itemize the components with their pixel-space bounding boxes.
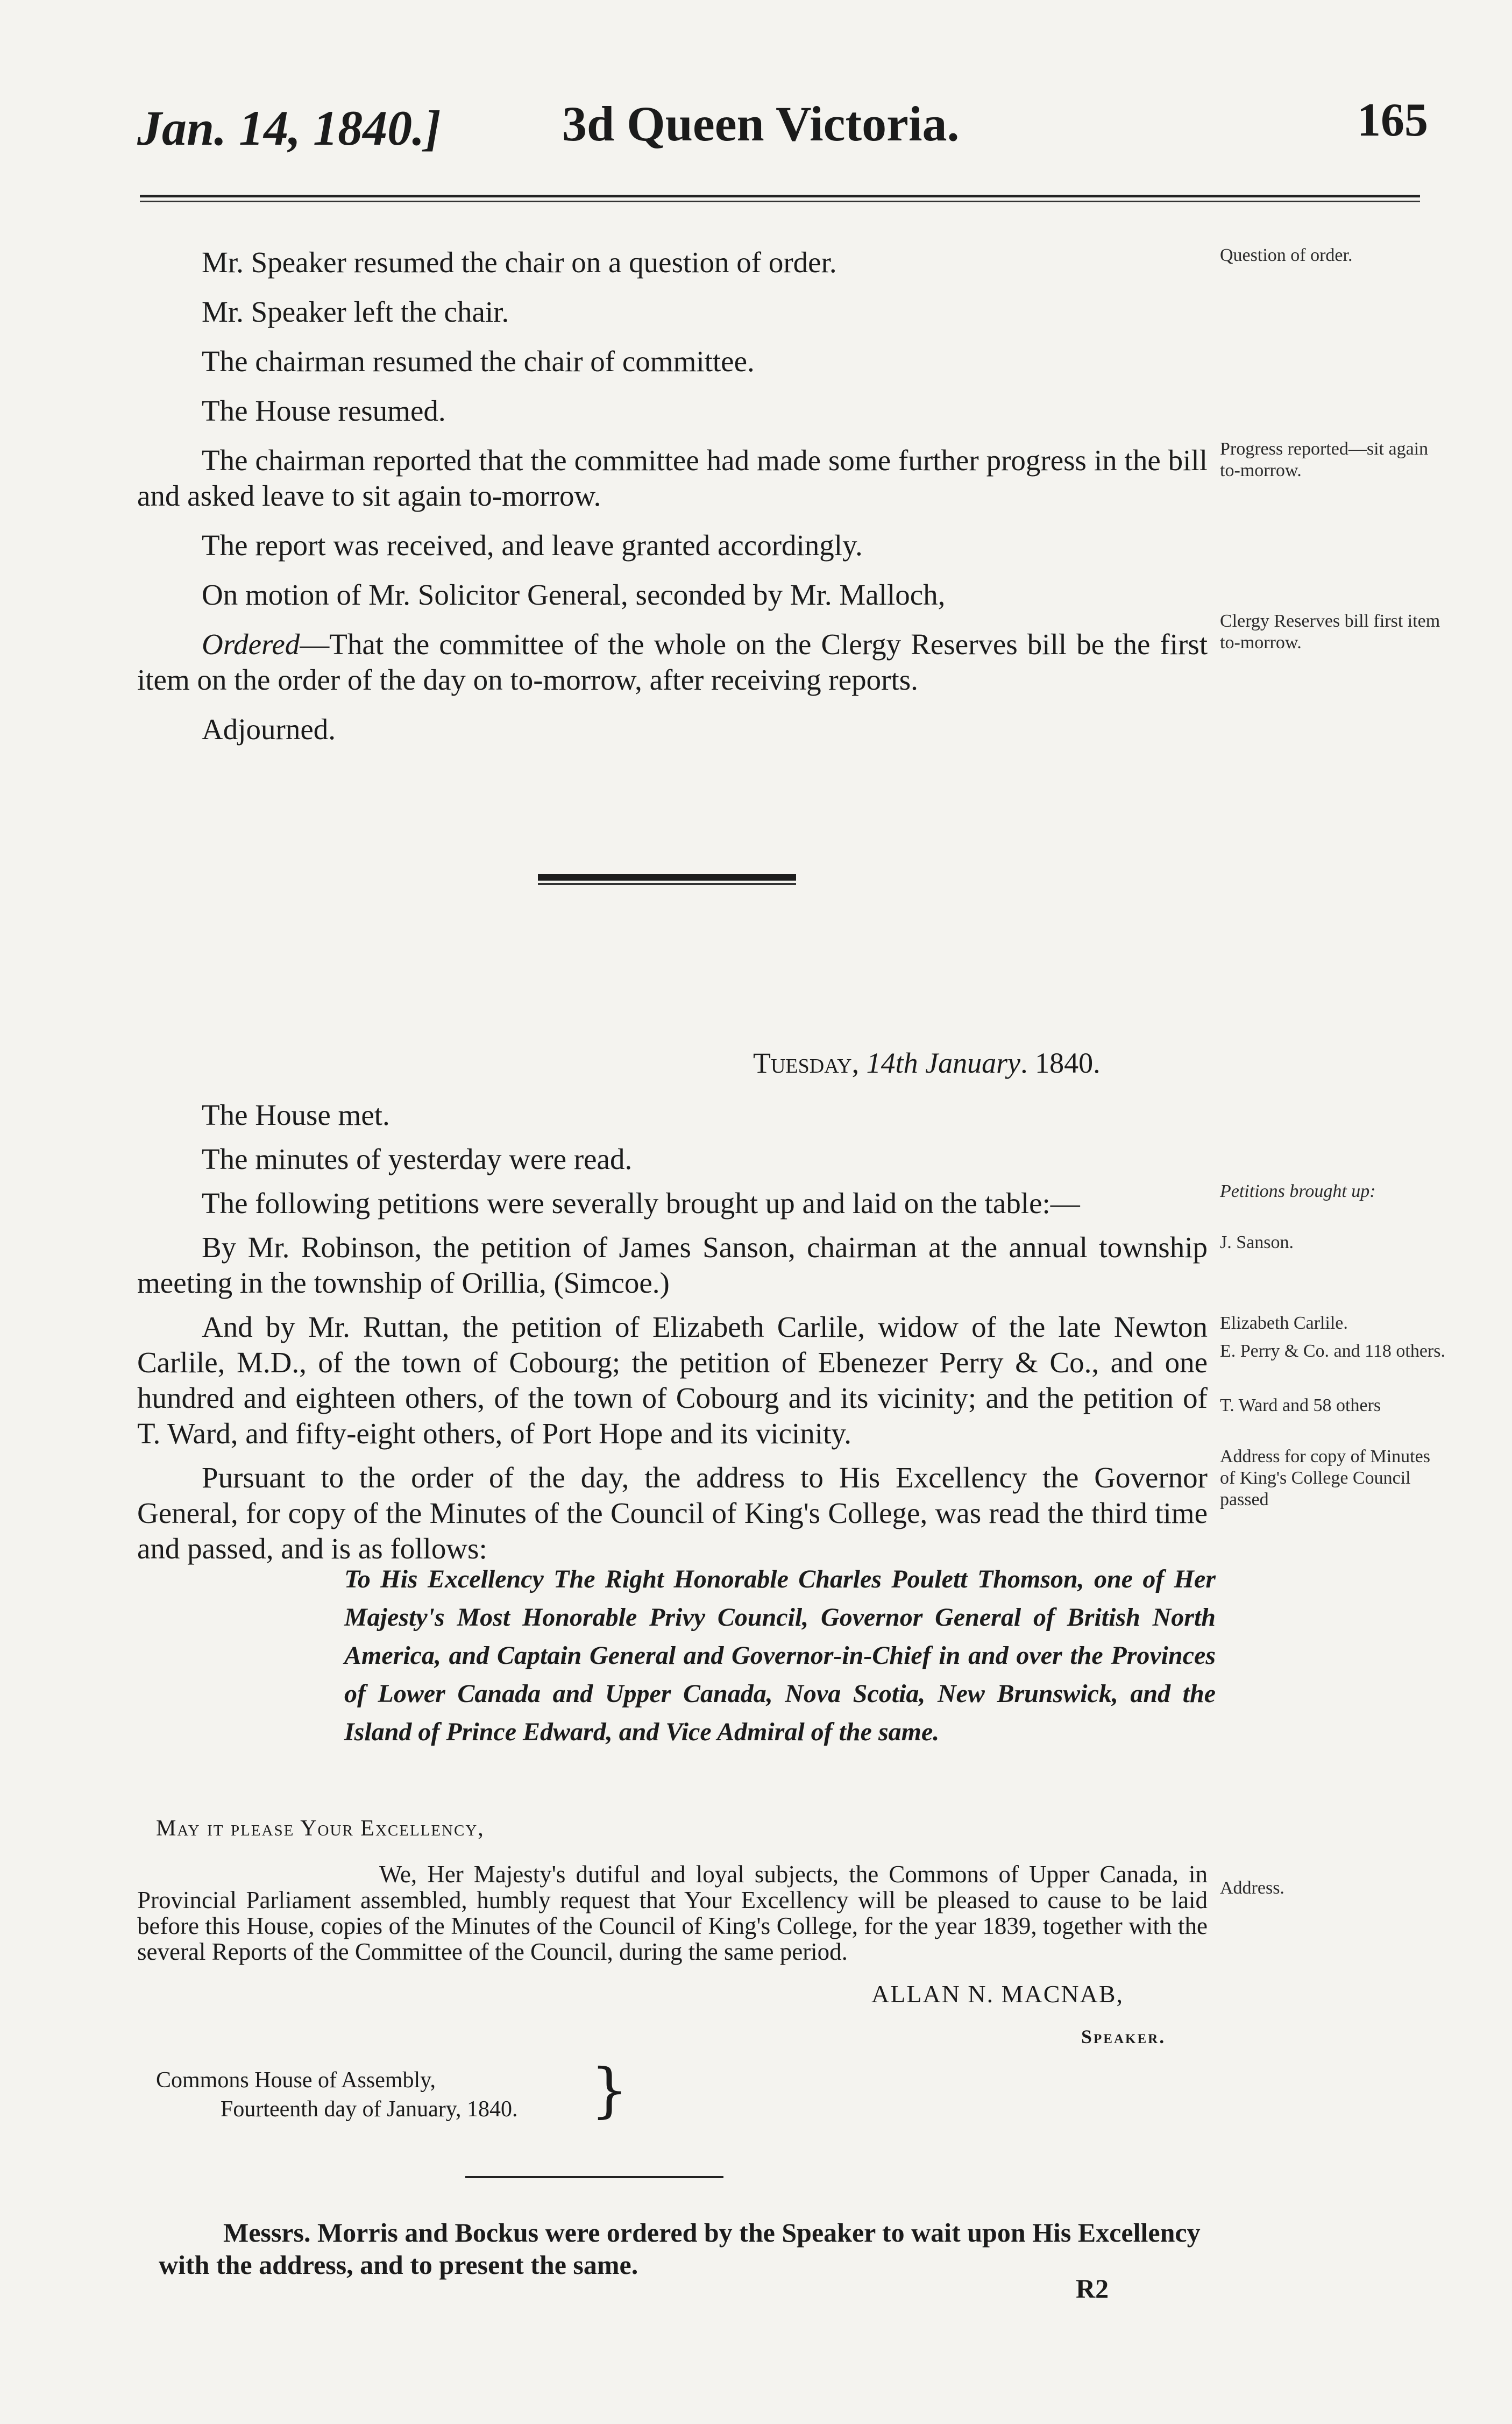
proceedings-section-2 [137, 1097, 1208, 1580]
address-place [156, 2066, 517, 2124]
closing-divider [465, 2176, 723, 2178]
adjourned: Adjourned. [202, 713, 336, 746]
paragraph: Mr. Speaker resumed the chair on a question of order. [202, 246, 837, 279]
closing-paragraph [159, 2216, 1213, 2281]
signer-title: Speaker. [1081, 2026, 1166, 2047]
address-body-text: We, Her Majesty's dutiful and loyal subjects, the Commons of Upper Canada, in Provincial Parliament assembled, humbly request that Your Excellency will be pleased to cause to be laid before this House, copies of the Minutes of the Council of King's College, for the year 1839, together with the several Reports of the Committee of the Council, during the same period. [137, 1861, 1208, 1965]
margin-note-carlile: Elizabeth Carlile. [1220, 1313, 1348, 1333]
address-body [137, 1861, 1208, 1965]
margin-note-ward: T. Ward and 58 others [1220, 1395, 1381, 1415]
margin-note-sanson: J. Sanson. [1220, 1232, 1294, 1252]
header-rule [140, 195, 1420, 197]
margin-note-clergy-reserves: Clergy Reserves bill first item to-morrow. [1220, 611, 1440, 653]
paragraph: The following petitions were severally brought up and laid on the table:— [202, 1187, 1080, 1220]
margin-note-progress: Progress reported—sit again to-morrow. [1220, 439, 1429, 480]
paragraph: The report was received, and leave granted accordingly. [202, 529, 863, 562]
dateline-date: 14th January [866, 1047, 1021, 1079]
address-heading: To His Excellency The Right Honorable Charles Poulett Thomson, one of Her Majesty's Most Honorable Privy Council, Governor General of British North America, and Captain General and Governor-in-Chief in and over the Provinces of Lower Canada and Upper Canada, Nova Scotia, New Brunswick, and the Island of Prince Edward, and Vice Admiral of the same. [344, 1565, 1216, 1746]
sitting-dateline: Tuesday, 14th January. 1840. [753, 1047, 1101, 1079]
place-line-1: Commons House of Assembly, [156, 2068, 436, 2093]
paragraph: The House met. [202, 1098, 390, 1131]
signer-name: ALLAN N. MACNAB, [871, 1980, 1124, 2008]
signature-mark: R2 [1076, 2273, 1109, 2303]
paragraph: On motion of Mr. Solicitor General, seconded by Mr. Malloch, [202, 578, 946, 611]
section-divider-thin [538, 883, 796, 885]
header-title: 3d Queen Victoria. [562, 96, 960, 151]
paragraph: Pursuant to the order of the day, the address to His Excellency the Governor General, for copy of the Minutes of the Council of King's College, was read the third time and passed, and is as follows: [137, 1461, 1208, 1565]
margin-note-address-copy: Address for copy of Minutes of King's College Council passed [1220, 1447, 1430, 1509]
ordered-paragraph [137, 627, 1208, 698]
margin-note-petitions: Petitions brought up: [1220, 1181, 1376, 1201]
page-number: 165 [1357, 94, 1428, 146]
brace-mark: } [591, 2056, 628, 2124]
paragraph: The minutes of yesterday were read. [202, 1143, 633, 1175]
margin-note-perry: E. Perry & Co. and 118 others. [1220, 1341, 1445, 1361]
place-line-2: Fourteenth day of January, 1840. [221, 2097, 518, 2122]
margin-note-question-of-order: Question of order. [1220, 245, 1353, 265]
margin-note-address: Address. [1220, 1878, 1284, 1898]
closing-text: Messrs. Morris and Bockus were ordered by the Speaker to wait upon His Excellency with the address, and to present the same. [159, 2217, 1201, 2280]
paragraph: By Mr. Robinson, the petition of James Sanson, chairman at the annual township meeting in the township of Orillia, (Simcoe.) [137, 1231, 1208, 1299]
header-rule-thin [140, 201, 1420, 202]
proceedings-section-1 [137, 245, 1208, 761]
section-divider [538, 874, 796, 881]
paragraph: The chairman reported that the committee had made some further progress in the bill and asked leave to sit again to-morrow. [137, 444, 1208, 512]
header-date: Jan. 14, 1840.] [137, 101, 441, 155]
paragraph: Mr. Speaker left the chair. [202, 295, 509, 328]
address-salutation: May it please Your Excellency, [156, 1816, 485, 1841]
ordered-text: —That the committee of the whole on the Clergy Reserves bill be the first item on the order of the day on to-morrow, after receiving reports. [137, 628, 1208, 696]
dateline-day: Tuesday [753, 1047, 852, 1079]
ordered-label: Ordered [202, 628, 300, 661]
dateline-year: . 1840. [1020, 1047, 1101, 1079]
page-header [137, 94, 1428, 169]
paragraph: The House resumed. [202, 394, 446, 427]
paragraph: The chairman resumed the chair of committee. [202, 345, 755, 378]
paragraph: And by Mr. Ruttan, the petition of Elizabeth Carlile, widow of the late Newton Carlile, M.D., of the town of Cobourg; the petition of Ebenezer Perry & Co., and one hundred and eighteen others, of the town of Cobourg and its vicinity; and the petition of T. Ward, and fifty-eight others, of Port Hope and its vicinity. [137, 1310, 1208, 1450]
